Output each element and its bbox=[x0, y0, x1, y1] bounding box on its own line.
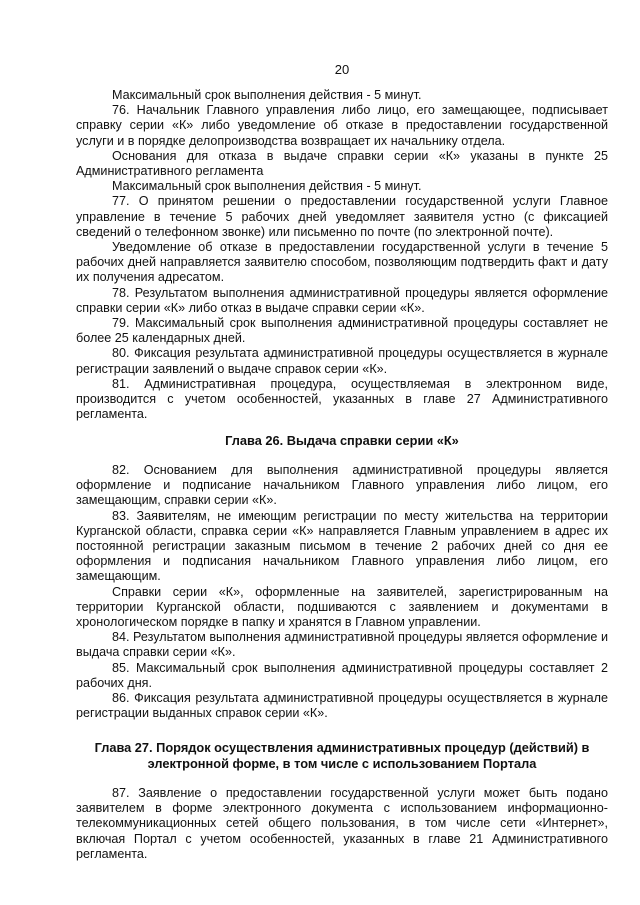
paragraph-82: 82. Основанием для выполнения административной процедуры является оформление и подписание начальником Главного управления либо лицом, его замещающим, справки серии «К». bbox=[76, 463, 608, 508]
paragraph-80: 80. Фиксация результата административной процедуры осуществляется в журнале регистрации заявлений о выдаче справок серии «К». bbox=[76, 346, 608, 376]
paragraph: Максимальный срок выполнения действия - 5 минут. bbox=[112, 88, 422, 102]
paragraph-78: 78. Результатом выполнения административной процедуры является оформление справки серии «К» либо отказ в выдаче справки серии «К». bbox=[76, 285, 608, 315]
paragraph-77: 77. О принятом решении о предоставлении государственной услуги Главное управление в течение 5 рабочих дней уведомляет заявителя устно (с фиксацией сведений о телефонном звонке) или письменно по почте (по электронной почте). bbox=[76, 194, 608, 239]
text-block-chapter-26 bbox=[76, 463, 608, 721]
paragraph: Основания для отказа в выдаче справки серии «К» указаны в пункте 25 Административного регламента bbox=[76, 148, 608, 179]
paragraph-79: 79. Максимальный срок выполнения административной процедуры составляет не более 25 календарных дней. bbox=[76, 316, 608, 346]
paragraph-81: 81. Административная процедура, осуществляемая в электронном виде, производится с учетом особенностей, указанных в главе 27 Административного регламента. bbox=[76, 376, 608, 422]
chapter-27-heading-line-1: Глава 27. Порядок осуществления административных процедур (действий) в bbox=[94, 740, 590, 755]
paragraph: Максимальный срок выполнения действия - 5 минут. bbox=[112, 179, 422, 194]
text-block-chapter-25-end bbox=[76, 88, 608, 422]
paragraph-76: 76. Начальник Главного управления либо лицо, его замещающее, подписывает справку серии «К» либо уведомление об отказе в предоставлении государственной услуги и в порядке делопроизводства возвращает их начальнику отдела. bbox=[76, 103, 608, 148]
paragraph: Справки серии «К», оформленные на заявителей, зарегистрированным на территории Курганской области, подшиваются с заявлением и документами в хронологическом порядке в папку и хранятся в Главном управлении. bbox=[76, 584, 608, 630]
page-number: 20 bbox=[334, 62, 350, 77]
paragraph-85: 85. Максимальный срок выполнения административной процедуры составляет 2 рабочих дня. bbox=[76, 660, 608, 690]
paragraph-87: 87. Заявление о предоставлении государственной услуги может быть подано заявителем в форме электронного документа с использованием информационно-телекоммуникационных сетей общего пользования, в том числе сети «Интернет», включая Портал с учетом особенностей, указанных в главе 21 Административного регламента. bbox=[76, 786, 608, 861]
text-block-chapter-27 bbox=[76, 786, 608, 862]
paragraph-86: 86. Фиксация результата административной процедуры осуществляется в журнале регистрации выданных справок серии «К». bbox=[76, 691, 608, 721]
chapter-26-heading: Глава 26. Выдача справки серии «К» bbox=[225, 433, 459, 448]
paragraph-83: 83. Заявителям, не имеющим регистрации по месту жительства на территории Курганской области, справка серии «К» направляется Главным управлением в адрес их постоянной регистрации заказным письмом в течение 2 рабочих дней со дня ее оформления и подписания начальником Главного управления либо лицом, его замещающим. bbox=[76, 508, 608, 584]
chapter-27-heading bbox=[76, 740, 608, 772]
chapter-27-heading-line-2: электронной форме, в том числе с использованием Портала bbox=[147, 756, 537, 771]
paragraph-84: 84. Результатом выполнения административной процедуры является оформление и выдача справки серии «К». bbox=[76, 630, 608, 660]
paragraph: Уведомление об отказе в предоставлении государственной услуги в течение 5 рабочих дней направляется заявителю способом, позволяющим подтвердить факт и дату их получения адресатом. bbox=[76, 240, 608, 285]
